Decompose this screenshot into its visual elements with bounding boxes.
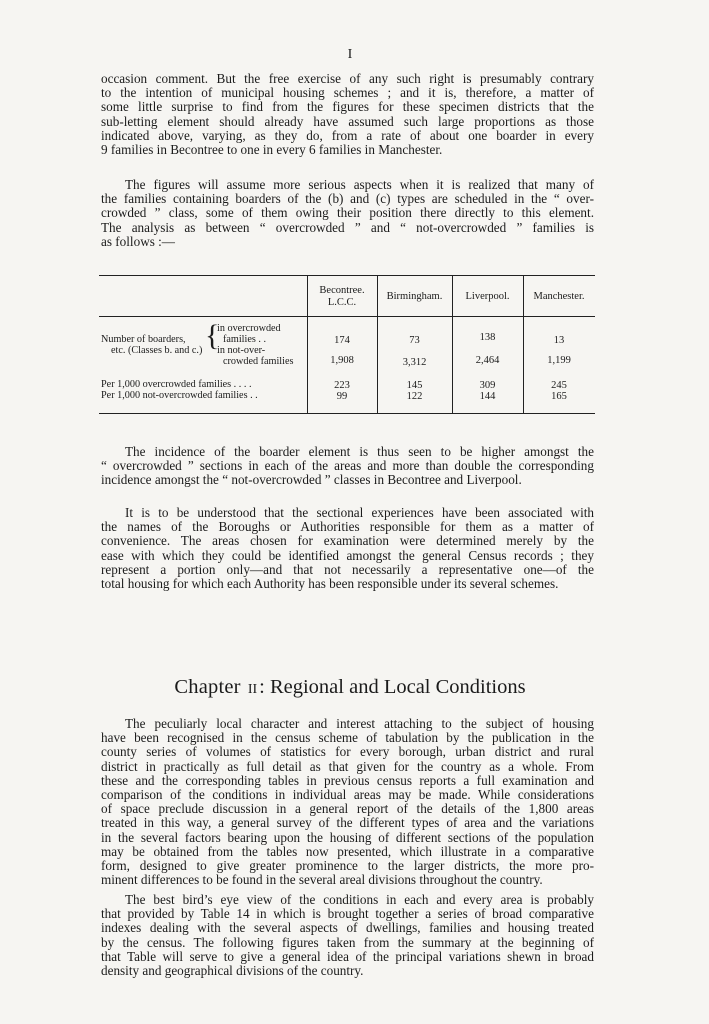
header-line: Manchester. <box>533 291 585 302</box>
text-line: indicated above, varying, as they do, from a rate of about one boarder in every <box>101 127 594 143</box>
table-cell: 144 <box>479 391 496 402</box>
table-cell: 174 <box>334 335 350 346</box>
column-header-birmingham <box>377 291 452 303</box>
table-cell: 245 <box>551 380 567 391</box>
table-cell: 2,464 <box>475 355 500 366</box>
text-line: The analysis as between “ overcrowded ” and “ not-overcrowded ” families is <box>101 219 594 235</box>
brace-symbol: { <box>205 319 220 352</box>
row-sublabel-not-over: in not-over- <box>217 345 266 356</box>
table-cell: 165 <box>551 391 567 402</box>
table-cell: 223 <box>334 380 350 391</box>
text-line: occasion comment. But the free exercise of any such right is presumably contrary <box>101 71 594 86</box>
text-line: district in practically as full detail as that given for the country as a whole. From <box>101 758 594 774</box>
text-line: county series of volumes of statistics for every borough, urban district and rural <box>101 744 594 760</box>
header-line: Liverpool. <box>465 291 510 302</box>
table-cell: 309 <box>479 380 496 391</box>
table-cell: 1,908 <box>330 355 354 366</box>
table-cell: 138 <box>479 332 496 343</box>
text-line: the names of the Boroughs or Authorities responsible for them as a matter of <box>101 519 594 535</box>
text-line: It is to be understood that the sectional experiences have been associated with <box>125 505 594 520</box>
table-cell: 1,199 <box>547 355 571 366</box>
text-line: have been recognised in the census scheme of tabulation by the publication in the <box>101 730 594 746</box>
boarders-table <box>99 275 595 414</box>
row-sublabel-families: families . . <box>223 334 267 345</box>
table-cell: 122 <box>406 391 423 402</box>
text-line: represent a portion only—and that not necessarily a representative one—of the <box>101 561 594 577</box>
text-line: “ overcrowded ” sections in each of the areas and more than double the corresponding <box>101 458 594 474</box>
text-line: of space preclude discussion in a general report of the details of the 1,800 areas <box>101 801 594 817</box>
paragraph-sub-letting <box>101 72 594 157</box>
text-line: form, designed to give greater prominence to the larger districts, the more pro- <box>101 858 594 874</box>
text-line: incidence amongst the “ not-overcrowded ” classes in Becontree and Liverpool. <box>101 472 522 488</box>
table-header <box>99 276 595 317</box>
table-body <box>99 317 595 413</box>
header-line: Birmingham. <box>386 291 443 302</box>
text-line: by the census. The following figures taken from the summary at the beginning of <box>101 934 594 950</box>
text-line: the families containing boarders of the (b) and (c) types are scheduled in the “ over- <box>101 191 594 207</box>
text-line: in the several factors bearing upon the housing of different sections of the population <box>101 829 594 845</box>
table-cell: 3,312 <box>402 357 427 368</box>
text-line: treated in this way, a general survey of the different types of area and the variations <box>101 815 594 831</box>
paragraph-incidence <box>101 445 594 488</box>
text-line: The figures will assume more serious aspects when it is realized that many of <box>125 177 594 192</box>
text-line: that Table will serve to give a general idea of the principal variations shewn in broad <box>101 948 594 964</box>
chapter-label: Chapter <box>174 676 241 698</box>
text-line: The best bird’s eye view of the conditions in each and every area is probably <box>125 892 594 907</box>
row-label-boarders: Number of boarders, <box>101 334 186 345</box>
row-label-per-1000-not-overcrowded: Per 1,000 not-overcrowded families . . <box>101 390 258 401</box>
header-line: L.C.C. <box>327 297 357 308</box>
paragraph-birds-eye-view <box>101 893 594 978</box>
row-label-per-1000-overcrowded: Per 1,000 overcrowded families . . . . <box>101 379 252 390</box>
text-line: The incidence of the boarder element is thus seen to be higher amongst the <box>125 444 594 459</box>
text-line: convenience. The areas chosen for examination were determined merely by the <box>101 533 594 549</box>
column-header-liverpool <box>452 291 523 303</box>
table-cell: 145 <box>406 380 423 391</box>
paragraph-regional-conditions <box>101 717 594 887</box>
text-line: that provided by Table 14 in which is brought together a series of broad comparative <box>101 906 594 922</box>
text-line: sub-letting element should already have assumed such large proportions as those <box>101 113 594 129</box>
text-line: indexes dealing with the several aspects of dwellings, families and housing treated <box>101 920 594 936</box>
text-line: total housing for which each Authority has been responsible under its several schemes. <box>101 576 559 592</box>
chapter-title-text: Regional and Local Conditions <box>269 676 526 698</box>
text-line: 9 families in Becontree to one in every 6 families in Manchester. <box>101 142 443 158</box>
table-cell: 13 <box>553 335 565 346</box>
text-line: some little surprise to find from the figures for these specimen districts that the <box>101 99 594 115</box>
text-line: these and the corresponding tables in previous census reports a full examination and <box>101 772 594 788</box>
text-line: ease with which they could be identified amongst the general Census records ; they <box>101 547 594 563</box>
text-line: to the intention of municipal housing schemes ; and it is, therefore, a matter of <box>101 85 594 101</box>
text-line: crowded ” class, some of them owing their position there directly to this element. <box>101 205 594 221</box>
table-cell: 73 <box>409 335 420 346</box>
text-line: density and geographical divisions of the country. <box>101 963 364 979</box>
page-number: I <box>347 47 353 62</box>
table-cell: 99 <box>336 391 348 402</box>
text-line: comparison of the conditions in individual areas may be made. While considerations <box>101 787 594 803</box>
paragraph-sectional-experiences <box>101 506 594 591</box>
text-line: may be obtained from the tables now presented, which illustrate in a comparative <box>101 843 594 859</box>
text-line: minent differences to be found in the several areal divisions throughout the country. <box>101 872 543 888</box>
chapter-heading: Chapter ii: Regional and Local Conditions <box>174 676 526 698</box>
text-line: as follows :— <box>101 233 175 249</box>
column-header-becontree <box>307 285 377 309</box>
row-sublabel-overcrowded: in overcrowded <box>217 323 281 334</box>
chapter-number: ii <box>247 676 258 698</box>
text-line: The peculiarly local character and interest attaching to the subject of housing <box>125 716 594 731</box>
header-line: Becontree. <box>319 285 365 296</box>
paragraph-overcrowded-analysis <box>101 178 594 249</box>
row-sublabel-crowded-families: crowded families <box>223 356 294 367</box>
column-header-manchester <box>523 291 595 303</box>
row-label-classes: etc. (Classes b. and c.) <box>111 345 203 356</box>
